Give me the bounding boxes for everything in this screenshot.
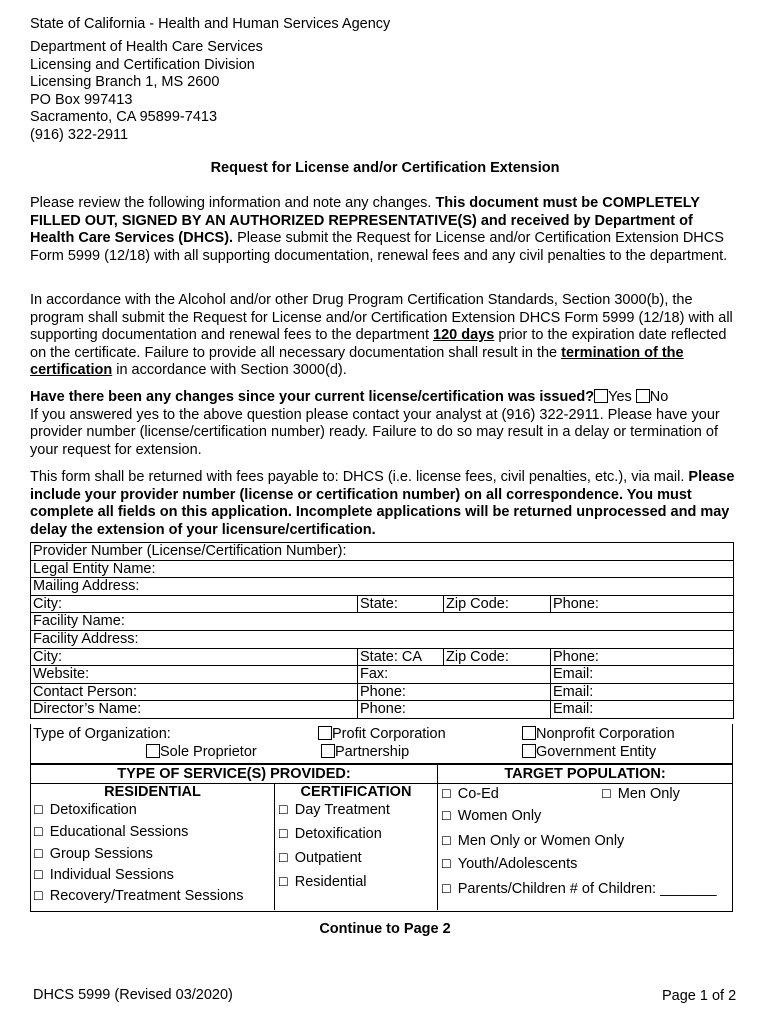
legal-entity-field[interactable]: Legal Entity Name: bbox=[31, 560, 734, 578]
residential-option-label: Detoxification bbox=[49, 802, 137, 818]
document-title: Request for License and/or Certification Extension bbox=[210, 160, 560, 176]
website-field[interactable]: Website: bbox=[31, 666, 358, 684]
checkbox-icon[interactable]: ☐ bbox=[278, 875, 289, 889]
facility-city-field[interactable]: City: bbox=[31, 648, 358, 666]
facility-zip-field[interactable]: Zip Code: bbox=[444, 648, 551, 666]
changes-question: Have there been any changes since your current license/certification was issued? bbox=[30, 389, 595, 405]
mailing-city-field[interactable]: City: bbox=[31, 595, 358, 613]
partnership-option[interactable] bbox=[321, 744, 409, 760]
divider bbox=[274, 783, 275, 910]
contact-person-field[interactable]: Contact Person: bbox=[31, 683, 358, 701]
certification-option[interactable] bbox=[278, 874, 367, 890]
yes-label: Yes bbox=[608, 389, 632, 405]
facility-address-field[interactable]: Facility Address: bbox=[31, 630, 734, 648]
standards-text: In accordance with the Alcohol and/or other Drug Program Certification Standards, Section 3000(b), the program shall submit the Request for License and/or Certification Extension DHCS Form 5999 (12/18) with all supporting documentation and renewal fees to the department bbox=[30, 292, 733, 344]
residential-option[interactable] bbox=[33, 802, 137, 818]
address-line: PO Box 997413 bbox=[30, 91, 133, 108]
target-option-label: Women Only bbox=[457, 808, 542, 824]
contact-email-field[interactable]: Email: bbox=[551, 683, 734, 701]
target-coed-option[interactable] bbox=[441, 786, 499, 802]
address-line: Department of Health Care Services bbox=[30, 39, 263, 55]
residential-option[interactable] bbox=[33, 867, 174, 883]
address-line: (916) 322-2911 bbox=[30, 126, 129, 143]
checkbox-icon[interactable]: ☐ bbox=[441, 882, 452, 896]
target-youth-option[interactable] bbox=[441, 856, 577, 872]
target-option-label: Men Only or Women Only bbox=[457, 833, 625, 849]
checkbox-icon[interactable]: ☐ bbox=[441, 834, 452, 848]
mailing-state-field[interactable]: State: bbox=[358, 595, 444, 613]
mailing-address-field[interactable]: Mailing Address: bbox=[31, 578, 734, 596]
residential-option-label: Educational Sessions bbox=[49, 824, 189, 840]
certification-option-label: Residential bbox=[294, 874, 367, 890]
instructions-text: Please review the following information and note any changes. bbox=[30, 195, 436, 211]
organization-type-label: Type of Organization: bbox=[33, 726, 171, 742]
nonprofit-corporation-label: Nonprofit Corporation bbox=[536, 726, 675, 742]
target-option-label: Co-Ed bbox=[457, 786, 499, 802]
director-name-field[interactable]: Director’s Name: bbox=[31, 701, 358, 719]
certification-option-label: Day Treatment bbox=[294, 802, 390, 818]
nonprofit-corporation-option[interactable] bbox=[522, 726, 675, 742]
target-women-only-option[interactable] bbox=[441, 808, 541, 824]
checkbox-icon[interactable]: ☐ bbox=[33, 868, 44, 882]
mailing-phone-field[interactable]: Phone: bbox=[551, 595, 734, 613]
certification-header: CERTIFICATION bbox=[300, 784, 412, 800]
profit-corporation-option[interactable] bbox=[318, 726, 446, 742]
residential-option[interactable] bbox=[33, 888, 243, 904]
return-paragraph bbox=[30, 469, 740, 539]
page-number: Page 1 of 2 bbox=[662, 988, 737, 1004]
facility-phone-field[interactable]: Phone: bbox=[551, 648, 734, 666]
partnership-label: Partnership bbox=[335, 744, 410, 760]
no-label: No bbox=[649, 389, 669, 405]
website-email-field[interactable]: Email: bbox=[551, 666, 734, 684]
changes-instructions: If you answered yes to the above question please contact your analyst at (916) 322-2911. Please have your provider number (license/certification number) ready. Failure to do so may result in a delay or termination of your request for extension. bbox=[30, 406, 720, 458]
checkbox-icon[interactable]: ☐ bbox=[441, 787, 452, 801]
sole-proprietor-label: Sole Proprietor bbox=[160, 744, 257, 760]
mailing-zip-field[interactable]: Zip Code: bbox=[444, 595, 551, 613]
facility-state-field[interactable]: State: CA bbox=[358, 648, 444, 666]
termination-text: termination of the certification bbox=[30, 344, 684, 379]
residential-option-label: Group Sessions bbox=[49, 846, 153, 862]
continue-note: Continue to Page 2 bbox=[319, 921, 451, 937]
partnership-checkbox[interactable] bbox=[321, 744, 335, 758]
government-entity-checkbox[interactable] bbox=[522, 744, 536, 758]
checkbox-icon[interactable]: ☐ bbox=[33, 889, 44, 903]
target-population-header: TARGET POPULATION: bbox=[504, 766, 666, 782]
agency-name: State of California - Health and Human Services Agency bbox=[30, 16, 391, 32]
standards-text: in accordance with Section 3000(d). bbox=[112, 362, 347, 379]
residential-header: RESIDENTIAL bbox=[104, 784, 201, 800]
director-phone-field[interactable]: Phone: bbox=[358, 701, 551, 719]
checkbox-icon[interactable]: ☐ bbox=[278, 803, 289, 817]
checkbox-icon[interactable]: ☐ bbox=[278, 851, 289, 865]
return-text: This form shall be returned with fees payable to: DHCS (i.e. license fees, civil penalties, etc.), via mail. bbox=[30, 469, 689, 485]
standards-text: prior to the expiration date reflected on the certificate. Failure to provide all necessary documentation shall result in the bbox=[30, 327, 727, 361]
address-line: Sacramento, CA 95899-7413 bbox=[30, 109, 218, 125]
provider-number-field[interactable]: Provider Number (License/Certification Number): bbox=[31, 543, 734, 561]
residential-option-label: Individual Sessions bbox=[49, 867, 174, 883]
organization-type-section bbox=[30, 724, 733, 764]
checkbox-icon[interactable]: ☐ bbox=[33, 803, 44, 817]
director-email-field[interactable]: Email: bbox=[551, 701, 734, 719]
government-entity-option[interactable] bbox=[522, 744, 656, 760]
checkbox-icon[interactable]: ☐ bbox=[33, 825, 44, 839]
profit-corporation-checkbox[interactable] bbox=[318, 726, 332, 740]
divider bbox=[437, 764, 438, 910]
form-id: DHCS 5999 (Revised 03/2020) bbox=[33, 987, 233, 1003]
target-men-only-option[interactable] bbox=[601, 786, 680, 802]
service-type-header: TYPE OF SERVICE(S) PROVIDED: bbox=[117, 766, 351, 782]
changes-paragraph bbox=[30, 389, 740, 459]
checkbox-icon[interactable]: ☐ bbox=[278, 827, 289, 841]
target-option-label: Parents/Children # of Children: _______ bbox=[457, 881, 717, 897]
sole-proprietor-checkbox[interactable] bbox=[146, 744, 160, 758]
target-parents-children-option[interactable] bbox=[441, 881, 717, 897]
yes-checkbox[interactable] bbox=[594, 389, 608, 403]
government-entity-label: Government Entity bbox=[536, 744, 657, 760]
facility-name-field[interactable]: Facility Name: bbox=[31, 613, 734, 631]
certification-option-label: Detoxification bbox=[294, 826, 382, 842]
services-section bbox=[30, 764, 733, 912]
residential-option[interactable] bbox=[33, 846, 153, 862]
fax-field[interactable]: Fax: bbox=[358, 666, 551, 684]
certification-option[interactable] bbox=[278, 802, 390, 818]
target-men-or-women-option[interactable] bbox=[441, 833, 624, 849]
certification-option[interactable] bbox=[278, 850, 362, 866]
nonprofit-corporation-checkbox[interactable] bbox=[522, 726, 536, 740]
residential-option[interactable] bbox=[33, 824, 188, 840]
no-checkbox[interactable] bbox=[636, 389, 650, 403]
checkbox-icon[interactable]: ☐ bbox=[441, 809, 452, 823]
contact-phone-field[interactable]: Phone: bbox=[358, 683, 551, 701]
instructions-paragraph bbox=[30, 195, 740, 265]
certification-option[interactable] bbox=[278, 826, 382, 842]
checkbox-icon[interactable]: ☐ bbox=[601, 787, 612, 801]
deadline-text: 120 days bbox=[433, 327, 495, 344]
instructions-text: Please submit the Request for License and/or Certification Extension DHCS Form 5999 (12/18) with all supporting documentation, renewal fees and any civil penalties to the department. bbox=[30, 230, 728, 264]
sole-proprietor-option[interactable] bbox=[146, 744, 257, 760]
checkbox-icon[interactable]: ☐ bbox=[33, 847, 44, 861]
address-line: Licensing and Certification Division bbox=[30, 56, 255, 73]
address-line: Licensing Branch 1, MS 2600 bbox=[30, 74, 220, 90]
target-option-label: Youth/Adolescents bbox=[457, 856, 578, 872]
standards-paragraph bbox=[30, 292, 740, 380]
provider-info-table bbox=[30, 542, 734, 719]
department-address bbox=[30, 39, 263, 144]
checkbox-icon[interactable]: ☐ bbox=[441, 857, 452, 871]
instructions-bold-text: This document must be COMPLETELY FILLED OUT, SIGNED BY AN AUTHORIZED REPRESENTATIVE(S) and received by Department of Health Care Services (DHCS). bbox=[30, 195, 700, 247]
certification-option-label: Outpatient bbox=[294, 850, 362, 866]
profit-corporation-label: Profit Corporation bbox=[332, 726, 446, 742]
target-option-label: Men Only bbox=[617, 786, 680, 802]
residential-option-label: Recovery/Treatment Sessions bbox=[49, 888, 244, 904]
return-bold-text: Please include your provider number (license or certification number) on all correspondence. You must complete all fields on this application. Incomplete applications will be returned unprocessed and may delay the extension of your licensure/certification. bbox=[30, 469, 735, 538]
